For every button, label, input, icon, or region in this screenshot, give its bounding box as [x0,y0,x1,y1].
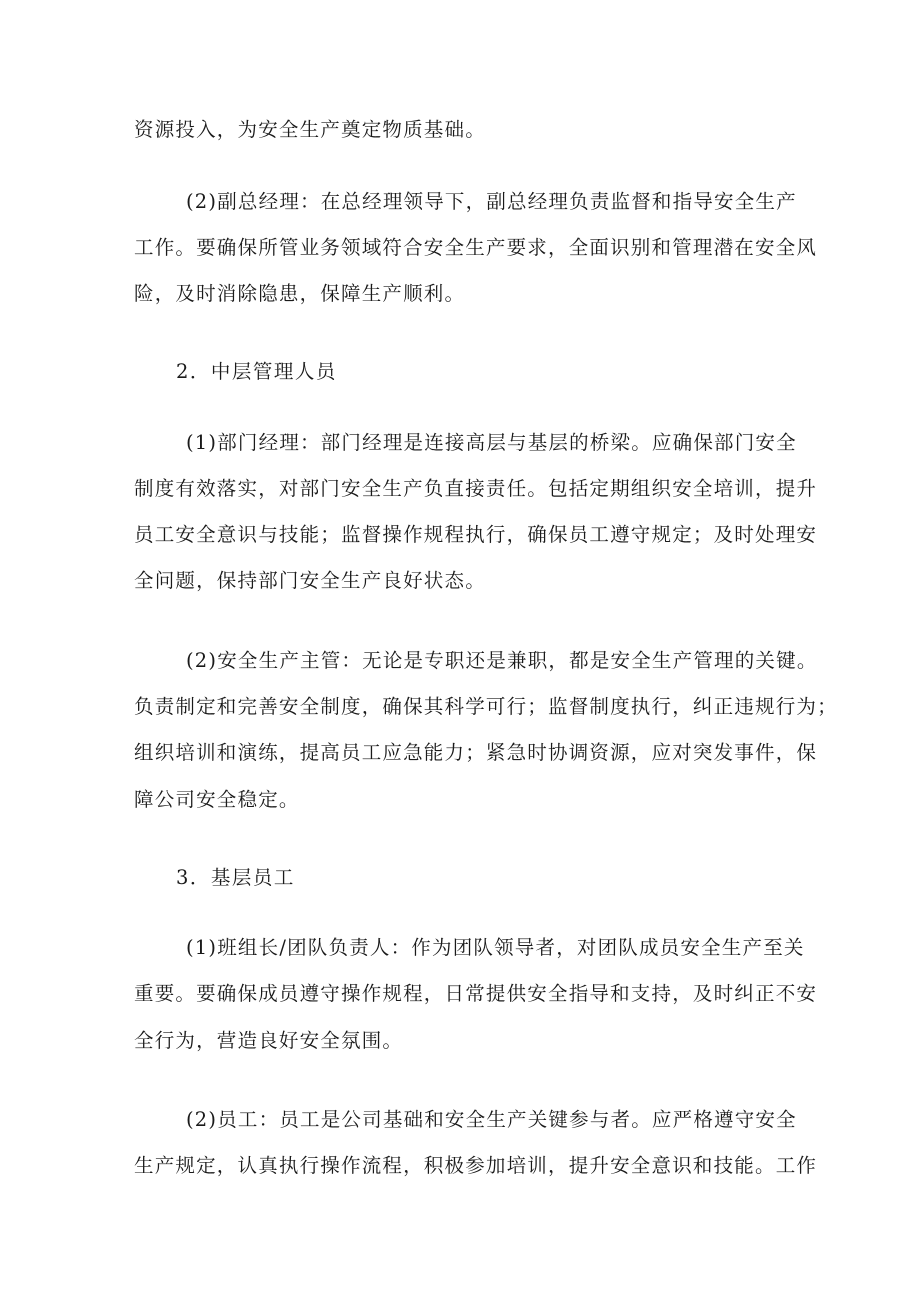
paragraph-first-line [0,184,920,220]
text-line [0,782,920,818]
section-heading [0,860,920,896]
line-text: 险，及时消除隐患，保障生产顺利。 [134,282,466,305]
text-line [0,517,920,553]
line-text: 资源投入，为安全生产奠定物质基础。 [134,118,486,141]
line-text: 全行为，营造良好安全氛围。 [134,1029,404,1052]
line-text: 制度有效落实，对部门安全生产负直接责任。包括定期组织安全培训，提升 [134,477,818,500]
line-text: (1)班组长/团队负责人：作为团队领导者，对团队成员安全生产至关 [186,936,805,959]
text-line [0,976,920,1012]
paragraph-first-line [0,425,920,461]
line-text: 障公司安全稳定。 [134,788,300,811]
text-line [0,1148,920,1184]
line-text: 重要。要确保成员遵守操作规程，日常提供安全指导和支持，及时纠正不安 [134,982,818,1005]
line-text: 生产规定，认真执行操作流程，积极参加培训，提升安全意识和技能。工作 [134,1154,818,1177]
text-line [0,112,920,148]
line-text: 全问题，保持部门安全生产良好状态。 [134,569,486,592]
line-text: (2)副总经理：在总经理领导下，副总经理负责监督和指导安全生产 [186,190,797,213]
line-text: (2)员工：员工是公司基础和安全生产关键参与者。应严格遵守安全 [186,1108,797,1131]
text-line [0,1023,920,1059]
text-line [0,689,920,725]
paragraph-first-line [0,930,920,966]
line-text: (1)部门经理：部门经理是连接高层与基层的桥梁。应确保部门安全 [186,431,797,454]
line-text: 组织培训和演练，提高员工应急能力；紧急时协调资源，应对突发事件，保 [134,741,818,764]
text-line [0,563,920,599]
line-text: 工作。要确保所管业务领域符合安全生产要求，全面识别和管理潜在安全风 [134,236,818,259]
line-text: 负责制定和完善安全制度，确保其科学可行；监督制度执行，纠正违规行为； [134,695,838,718]
section-heading [0,354,920,390]
text-line [0,471,920,507]
paragraph-first-line [0,1102,920,1138]
line-text: 员工安全意识与技能；监督操作规程执行，确保员工遵守规定；及时处理安 [134,523,818,546]
line-text: (2)安全生产主管：无论是专职还是兼职，都是安全生产管理的关键。 [186,649,818,672]
heading-text: 2．中层管理人员 [176,360,337,383]
heading-text: 3．基层员工 [176,866,295,889]
paragraph-first-line [0,643,920,679]
text-line [0,230,920,266]
text-line [0,276,920,312]
text-line [0,735,920,771]
